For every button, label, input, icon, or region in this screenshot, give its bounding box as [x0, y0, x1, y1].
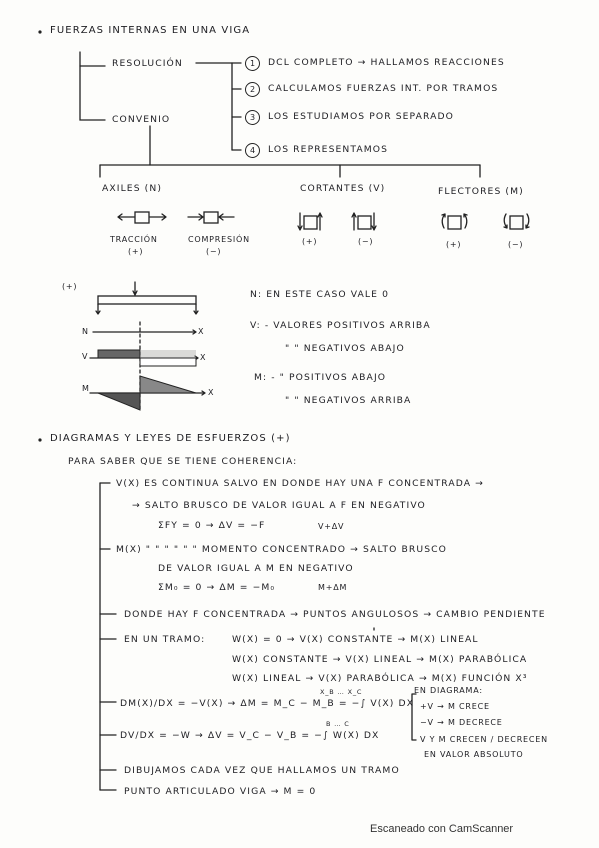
v-rule-line1: V(X) ES CONTINUA SALVO EN DONDE HAY UNA F CONCENTRADA → — [116, 478, 484, 489]
note-m-positive: M: - " POSITIVOS ABAJO — [254, 372, 387, 383]
step-2-text: CALCULAMOS FUERZAS INT. POR TRAMOS — [268, 83, 499, 94]
scanner-footer: Escaneado con CamScanner — [370, 823, 514, 835]
tramo-lead: EN UN TRAMO: — [124, 634, 206, 645]
note-v-positive: V: - VALORES POSITIVOS ARRIBA — [250, 320, 431, 331]
diagram-n-label: N — [82, 327, 89, 336]
traccion-label: TRACCIÓN — [110, 235, 158, 244]
tramo-case-3: W(X) LINEAL → V(X) PARABÓLICA → M(X) FUNCIÓN X³ — [232, 673, 528, 684]
tramo-case-1: W(X) = 0 → V(X) CONSTANTE → M(X) LINEAL — [232, 634, 479, 645]
tramo-case-2: W(X) CONSTANTE → V(X) LINEAL → M(X) PARABÓLICA — [232, 654, 528, 665]
diagram-v-x: X — [200, 353, 207, 362]
diagram-m-label: M — [82, 384, 90, 393]
punto-articulado-line: PUNTO ARTICULADO VIGA → M = 0 — [124, 786, 317, 797]
v-rule-symbol: V+ΔV — [318, 522, 345, 531]
equation-dm-limits: X_B … X_C — [320, 688, 363, 696]
traccion-sign: (+) — [128, 247, 144, 256]
f-concentrada-line: DONDE HAY F CONCENTRADA → PUNTOS ANGULOSOS → CAMBIO PENDIENTE — [124, 609, 546, 620]
flectores-title: FLECTORES (M) — [438, 186, 524, 197]
m-rule-line1: M(X) " " " " " " MOMENTO CONCENTRADO → SALTO BRUSCO — [116, 544, 447, 555]
diagram-rule-4: EN VALOR ABSOLUTO — [424, 750, 524, 759]
note-n: N: EN ESTE CASO VALE 0 — [250, 289, 390, 300]
equation-dm-dx: DM(X)/DX = −V(X) → ΔM = M_C − M_B = −∫ V(X) DX — [120, 698, 415, 709]
axiles-title: AXILES (N) — [102, 183, 163, 194]
note-m-negative: " " NEGATIVOS ARRIBA — [285, 395, 412, 406]
m-rule-line2: DE VALOR IGUAL A M EN NEGATIVO — [158, 563, 354, 574]
step-3-text: LOS ESTUDIAMOS POR SEPARADO — [268, 111, 454, 122]
equation-dv-dx: DV/DX = −W → ΔV = V_C − V_B = −∫ W(X) DX — [120, 730, 380, 741]
step-1-text: DCL COMPLETO → HALLAMOS REACCIONES — [268, 57, 505, 68]
flectores-pos-sign: (+) — [446, 240, 462, 249]
cortantes-title: CORTANTES (V) — [300, 183, 386, 194]
example-sign: (+) — [62, 282, 78, 291]
cortantes-neg-sign: (−) — [358, 237, 374, 246]
draw-tramo-line: DIBUJAMOS CADA VEZ QUE HALLAMOS UN TRAMO — [124, 765, 400, 776]
diagram-rule-3: V Y M CRECEN / DECRECEN — [420, 735, 548, 744]
compresion-sign: (−) — [206, 247, 222, 256]
v-rule-line3: ΣFY = 0 → ΔV = −F — [158, 520, 266, 531]
m-rule-line3: ΣM₀ = 0 → ΔM = −M₀ — [158, 582, 276, 593]
section-title-diagramas: DIAGRAMAS Y LEYES DE ESFUERZOS (+) — [50, 433, 291, 444]
diagram-m-x: X — [208, 388, 215, 397]
note-v-negative: " " NEGATIVOS ABAJO — [285, 343, 405, 354]
step-3-number: 3 — [245, 110, 260, 125]
v-rule-line2: → SALTO BRUSCO DE VALOR IGUAL A F EN NEGATIVO — [132, 500, 426, 511]
branch-resolucion: RESOLUCIÓN — [112, 58, 183, 69]
step-4-number: 4 — [245, 143, 260, 158]
equation-dv-limits: B … C — [326, 720, 350, 728]
branch-convenio: CONVENIO — [112, 114, 171, 125]
compresion-label: COMPRESIÓN — [188, 235, 250, 244]
diagram-rules-title: EN DIAGRAMA: — [414, 686, 483, 695]
step-4-text: LOS REPRESENTAMOS — [268, 144, 389, 155]
step-2-number: 2 — [245, 82, 260, 97]
cortantes-pos-sign: (+) — [302, 237, 318, 246]
diagram-n-x: X — [198, 327, 205, 336]
diagram-rule-1: +V → M CRECE — [420, 702, 490, 711]
section-subtitle: PARA SABER QUE SE TIENE COHERENCIA: — [68, 456, 298, 467]
m-rule-symbol: M+ΔM — [318, 583, 348, 592]
section-title-fuerzas: FUERZAS INTERNAS EN UNA VIGA — [50, 25, 251, 36]
step-1-number: 1 — [245, 56, 260, 71]
diagram-rule-2: −V → M DECRECE — [420, 718, 503, 727]
diagram-v-label: V — [82, 352, 89, 361]
flectores-neg-sign: (−) — [508, 240, 524, 249]
